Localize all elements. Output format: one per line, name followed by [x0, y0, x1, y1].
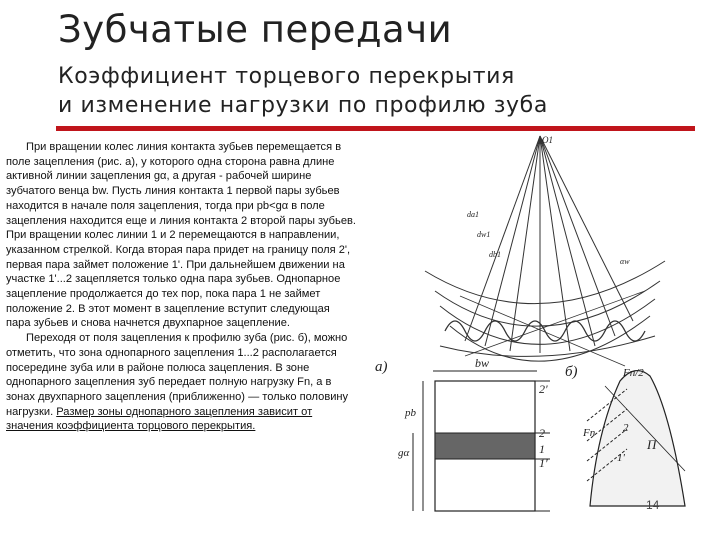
label-db1: db1: [489, 250, 501, 259]
contact-field-diagram: [375, 356, 550, 511]
label-b: б): [565, 364, 578, 380]
label-a: а): [375, 359, 388, 375]
label-b-1-prime: 1': [617, 452, 625, 464]
body-text: [6, 140, 356, 434]
label-b-2: 2: [623, 422, 629, 434]
label-pole: П: [647, 437, 657, 452]
subtitle-line-1: Коэффициент торцевого перекрытия: [58, 64, 515, 89]
slide-title: Зубчатые передачи: [58, 8, 453, 51]
label-bw: bw: [475, 356, 490, 370]
paragraph-1: При вращении колес линия контакта зубьев перемещается в поле зацепления (рис. а), у которого одна сторона равна длине активной линии зацепления gα, а другая - рабочей ширине зубчатого венца bw. Пусть линия контакта 1 первой пары зубьев находится в начале поля зацепления, тогда при pb<gα в поле зацепления находится еще и линия контакта 2 второй пары зубьев. При вращении колес линии 1 и 2 перемещаются в направлении, указанном стрелкой. Когда вторая пара придет на границу поля 2', первая пара займет положение 1'. При дальнейшем движении на участке 1'...2 зацепляется только одна пара зубьев. Однопарное зацепление продолжается до тех пор, пока пара 1 не займет положение 2. В этот момент в зацепление вступит следующая пара зубьев и снова начнется двухпарное зацепление.: [6, 141, 356, 330]
paragraph-2-text: Переходя от поля зацепления к профилю зуба (рис. б), можно отметить, что зона однопарного зацепления 1...2 располагается посередине зуба или в районе полюса зацепления. В зоне однопарного зацепления зуб передает полную нагрузку Fn, а в зонах двухпарного зацепления (приближенно) — только половину нагрузки.: [6, 332, 349, 418]
label-fn-half: Fn/2: [623, 367, 644, 379]
label-ga: gα: [398, 447, 410, 459]
paragraph-2-underlined: Размер зоны однопарного зацепления зависит от значения коэффициента торцового перекрытия.: [6, 405, 313, 433]
subtitle-line-2: и изменение нагрузки по профилю зуба: [58, 93, 548, 118]
label-2-prime: 2': [539, 382, 548, 396]
gear-mesh-drawing: [425, 136, 665, 366]
label-1: 1: [539, 442, 545, 456]
label-1-prime: 1': [539, 456, 548, 470]
label-fn: Fn: [583, 427, 596, 439]
label-pb: pb: [405, 407, 416, 419]
slide-subtitle: [58, 62, 548, 120]
page-number: 14: [646, 498, 660, 512]
label-dw1: dw1: [477, 230, 491, 239]
gear-engagement-figure: [365, 131, 720, 540]
label-2: 2: [539, 426, 545, 440]
paragraph-2: [6, 331, 356, 434]
label-alpha-w: αw: [620, 257, 630, 266]
tooth-profile-diagram: [565, 364, 685, 506]
label-da1: da1: [467, 210, 479, 219]
label-o1: O1: [542, 135, 553, 145]
